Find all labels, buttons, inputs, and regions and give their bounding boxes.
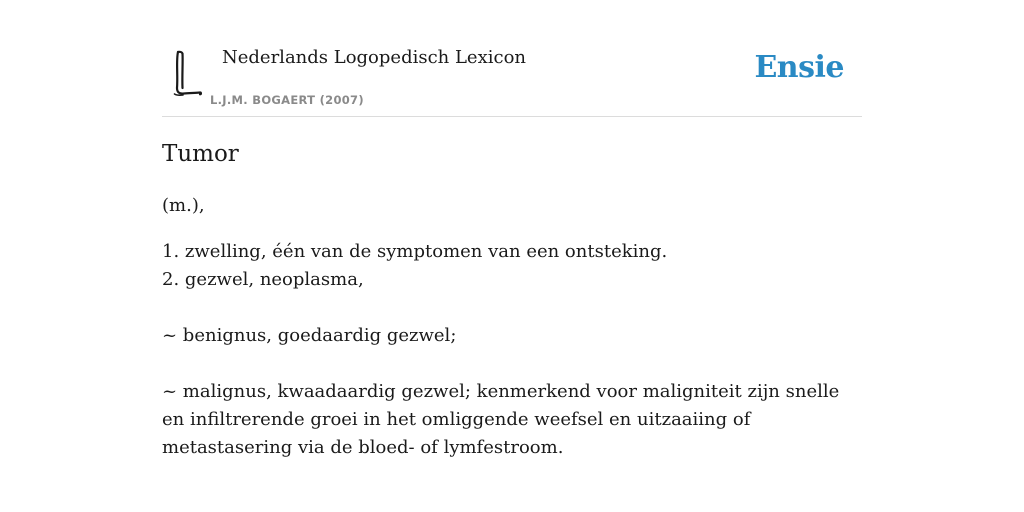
entry-gender: (m.),	[162, 195, 205, 216]
subentry-malignus: ~ malignus, kwaadaardig gezwel; kenmerkend voor maligniteit zijn snelle en infiltrerende groei in het omliggende weefsel en uitzaaiing of metastasering via de bloed- of lymfestroom.	[162, 381, 840, 458]
lexicon-title-link[interactable]: Nederlands Logopedisch Lexicon	[222, 47, 527, 68]
definition-1: 1. zwelling, één van de symptomen van een ontsteking.	[162, 241, 668, 262]
author-byline: L.J.M. BOGAERT (2007)	[210, 93, 364, 107]
page	[162, 0, 862, 512]
header	[162, 0, 862, 117]
definition-2: 2. gezwel, neoplasma,	[162, 269, 364, 290]
ensie-brand-link[interactable]: Ensie	[754, 50, 844, 85]
subentry-benignus: ~ benignus, goedaardig gezwel;	[162, 325, 457, 346]
spacer	[162, 294, 862, 322]
spacer	[162, 350, 862, 378]
lexicon-logo-icon[interactable]	[166, 46, 206, 100]
entry-content	[162, 192, 862, 462]
entry-term: Tumor	[162, 141, 239, 167]
